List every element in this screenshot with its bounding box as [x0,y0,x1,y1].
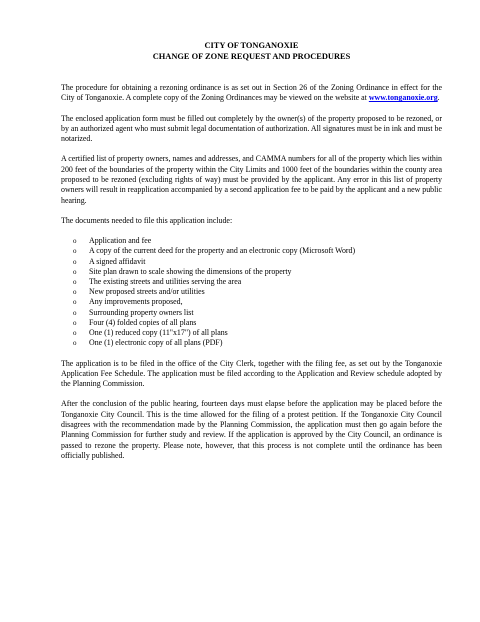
bullet-icon: o [73,339,77,348]
filing-paragraph: The application is to be filed in the office of the City Clerk, together with the filing fee, as set out by the Tonganoxie Application Fee Schedule. The application must be filed according to the Application and Review schedule adopted by the Planning Commission. [61,358,442,389]
list-item-text: Four (4) folded copies of all plans [89,317,197,327]
document-heading [61,40,442,62]
list-item-text: A copy of the current deed for the property and an electronic copy (Microsoft Word) [89,246,356,256]
bullet-icon: o [73,298,77,307]
list-item-text: A signed affidavit [89,256,146,266]
list-item [73,328,442,338]
certified-list-paragraph: A certified list of property owners, names and addresses, and CAMMA numbers for all of the property which lies within 200 feet of the boundaries of the property within the City Limits and 1000 feet of the boundaries within the county area proposed to be rezoned (excluding rights of way) must be provided by the applicant. Any error in this list of property owners will result in reapplication accompanied by a second application fee to be paid by the applicant and a new public hearing. [61,154,442,205]
bullet-icon: o [73,247,77,256]
intro-text-end: . [437,93,440,103]
city-title: CITY OF TONGANOXIE [204,41,299,50]
bullet-icon: o [73,257,77,266]
list-item-text: One (1) electronic copy of all plans (PDF) [89,338,223,348]
list-item-text: New proposed streets and/or utilities [89,287,205,297]
website-link[interactable]: www.tonganoxie.org [368,93,438,103]
bullet-icon: o [73,237,77,246]
list-item [73,318,442,328]
document-title: CHANGE OF ZONE REQUEST AND PROCEDURES [152,52,351,61]
application-form-paragraph: The enclosed application form must be filled out completely by the owner(s) of the property proposed to be rezoned, or by an authorized agent who must submit legal documentation of authorization. All signatures must be in ink and must be notarized. [61,113,442,144]
list-item [73,277,442,287]
list-item [73,287,442,297]
list-item [73,257,442,267]
bullet-icon: o [73,329,77,338]
intro-text: The procedure for obtaining a rezoning ordinance is as set out in Section 26 of the Zoning Ordinance in effect for the City of Tonganoxie. A complete copy of the Zoning Ordinances may be viewed on the website at [61,83,442,103]
intro-paragraph [61,83,442,104]
list-item [73,246,442,256]
after-hearing-paragraph: After the conclusion of the public hearing, fourteen days must elapse before the application may be placed before the Tonganoxie City Council. This is the time allowed for the filing of a protest petition. If the Tonganoxie City Council disagrees with the recommendation made by the Planning Commission, the application must then go again before the Planning Commission for further study and review. If the application is approved by the City Council, an ordinance is passed to rezone the property. Please note, however, that this process is not complete until the ordinance has been officially published. [61,399,442,460]
list-item-text: One (1) reduced copy (11"x17") of all plans [89,328,228,338]
list-item-text: The existing streets and utilities serving the area [89,277,242,287]
documents-intro-paragraph: The documents needed to file this application include: [61,215,233,225]
list-item-text: Application and fee [89,236,152,246]
list-item-text: Site plan drawn to scale showing the dimensions of the property [89,266,292,276]
list-item [73,297,442,307]
documents-list [61,236,442,348]
list-item [73,308,442,318]
list-item-text: Any improvements proposed, [89,297,183,307]
list-item [73,338,442,348]
bullet-icon: o [73,318,77,327]
bullet-icon: o [73,278,77,287]
bullet-icon: o [73,288,77,297]
bullet-icon: o [73,308,77,317]
list-item-text: Surrounding property owners list [89,307,194,317]
bullet-icon: o [73,267,77,276]
list-item [73,236,442,246]
list-item [73,267,442,277]
